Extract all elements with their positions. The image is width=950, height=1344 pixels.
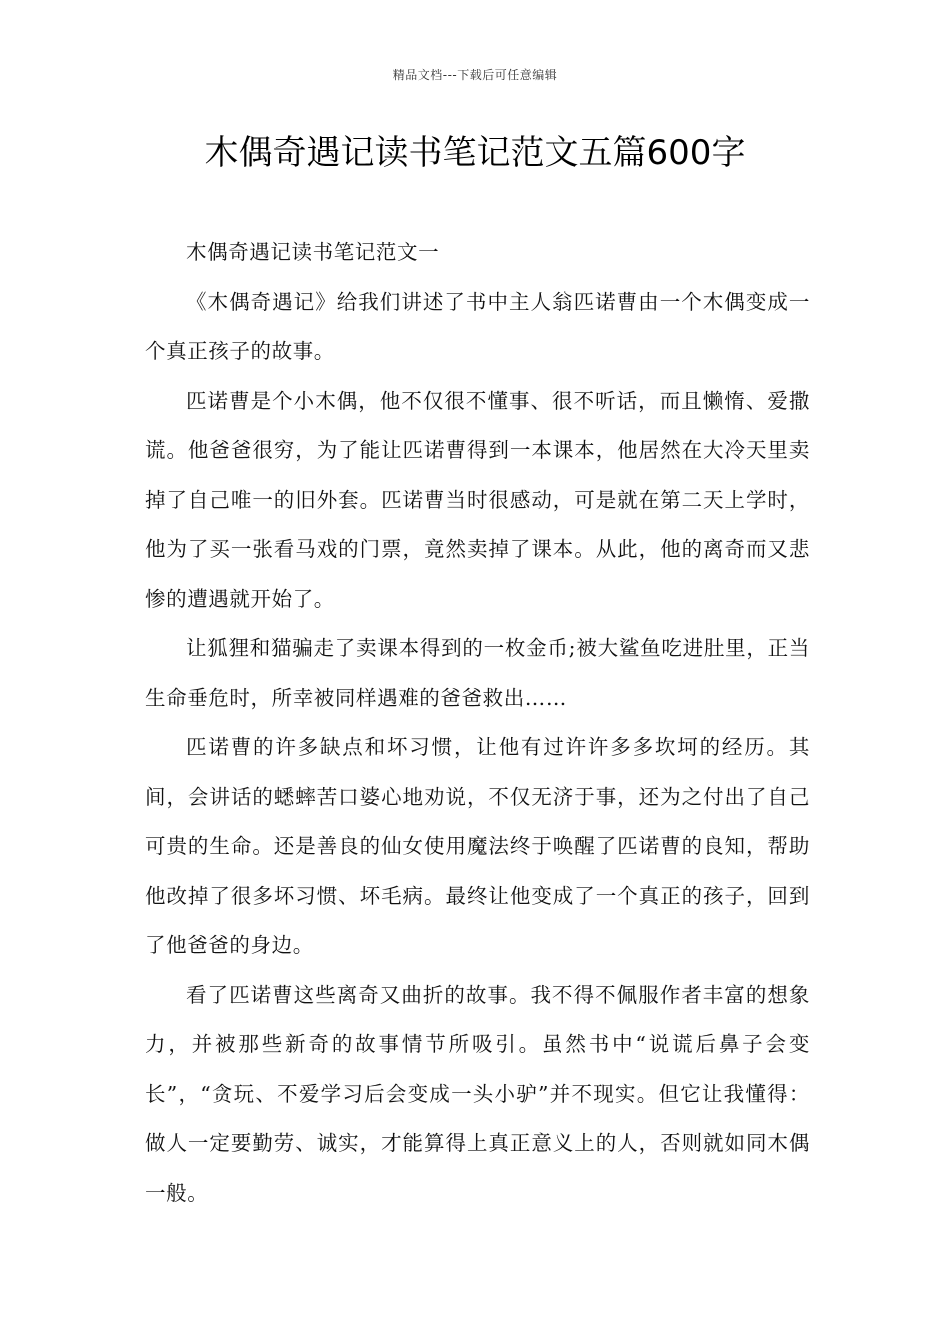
document-body bbox=[145, 228, 810, 1218]
paragraph: 匹诺曹是个小木偶，他不仅很不懂事、很不听话，而且懒惰、爱撒谎。他爸爸很穷，为了能让匹诺曹得到一本课本，他居然在大冷天里卖掉了自己唯一的旧外套。匹诺曹当时很感动，可是就在第二天上学时，他为了买一张看马戏的门票，竟然卖掉了课本。从此，他的离奇而又悲惨的遭遇就开始了。 bbox=[145, 388, 810, 611]
section-heading: 木偶奇遇记读书笔记范文一 bbox=[186, 240, 440, 264]
paragraph: 看了匹诺曹这些离奇又曲折的故事。我不得不佩服作者丰富的想象力，并被那些新奇的故事情节所吸引。虽然书中“说谎后鼻子会变长”，“贪玩、不爱学习后会变成一头小驴”并不现实。但它让我懂得：做人一定要勤劳、诚实，才能算得上真正意义上的人，否则就如同木偶一般。 bbox=[145, 982, 810, 1205]
document-title: 木偶奇遇记读书笔记范文五篇600字 bbox=[204, 133, 746, 173]
header-note: 精品文档---下载后可任意编辑 bbox=[392, 68, 558, 82]
paragraph: 匹诺曹的许多缺点和坏习惯，让他有过许许多多坎坷的经历。其间，会讲话的蟋蟀苦口婆心地劝说，不仅无济于事，还为之付出了自己可贵的生命。还是善良的仙女使用魔法终于唤醒了匹诺曹的良知，帮助他改掉了很多坏习惯、坏毛病。最终让他变成了一个真正的孩子，回到了他爸爸的身边。 bbox=[145, 735, 810, 957]
paragraph: 让狐狸和猫骗走了卖课本得到的一枚金币;被大鲨鱼吃进肚里，正当生命垂危时，所幸被同样遇难的爸爸救出…… bbox=[145, 636, 810, 710]
paragraph: 《木偶奇遇记》给我们讲述了书中主人翁匹诺曹由一个木偶变成一个真正孩子的故事。 bbox=[145, 289, 810, 363]
